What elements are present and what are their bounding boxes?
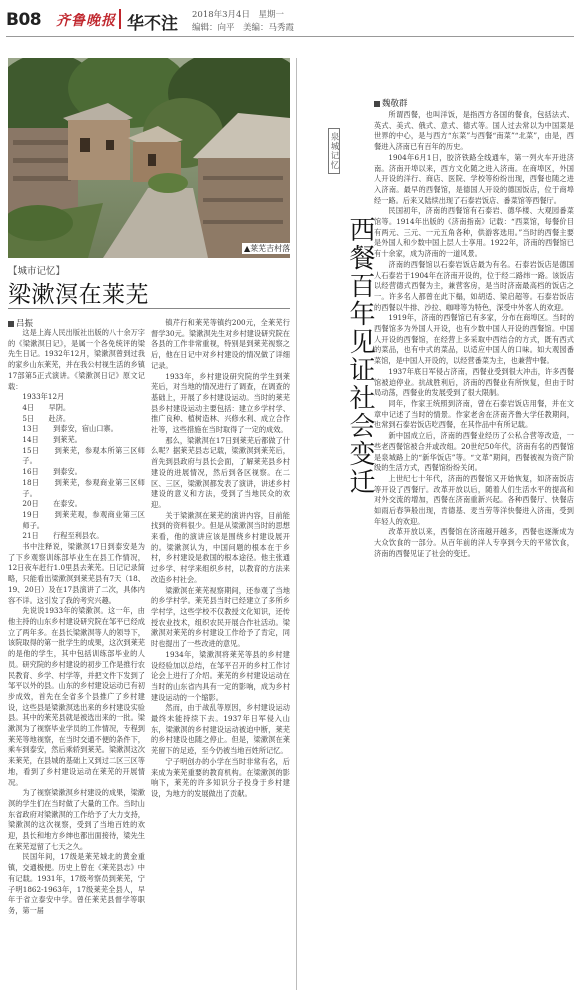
editor-credits: 编辑：向平 美编：马秀霞: [192, 23, 295, 33]
diary-entry: 1933年12月: [22, 392, 65, 402]
right-paragraph: 同年，作家王统照到济南，曾在石泰岩饭店用餐，并在文章中记述了当时的情景。作家老舍在济南齐鲁大学任教期间，也常到石泰岩饭店吃西餐，在其作品中有所记载。: [374, 398, 574, 430]
page-number: B08: [6, 10, 42, 30]
left-title-rule: [8, 308, 290, 309]
right-article-body: [374, 110, 574, 990]
left-paragraph: 书中注释说，梁漱溟17日到泰安是为了下乡观察训练部毕业生在县工作情况，12日夜车赶行1.0里县去莱芜。日记记录简略，只能看出梁漱溟到莱芜县有7天（18、19、20日）及在17县演讲了二次，具体内容不详。这引发了我的考究兴趣。: [8, 542, 145, 605]
left-paragraph: 然而，由于战乱等原因，乡村建设运动最终未能持续下去。1937年日军侵入山东，梁漱溟的乡村建设运动被迫中断，莱芜的乡村建设也随之停止。但是，梁漱溟在莱芜留下的足迹，至今仍被当地百姓所记忆。: [151, 703, 290, 756]
right-paragraph: 改革开放以来，西餐馆在济南越开越多，西餐也逐渐成为大众饮食的一部分。从百年前的洋人专享到今天的平常饮食，济南的西餐见证了社会的变迁。: [374, 527, 574, 558]
left-author-name: 吕振: [16, 319, 34, 329]
right-paragraph: 新中国成立后，济南的西餐业经历了公私合营等改造，一些老西餐馆被合并或改组。20世纪50年代，济南有名的西餐馆是泉城路上的“新华饭店”等。“文革”期间，西餐被视为资产阶级的生活方式，西餐馆纷纷关闭。: [374, 431, 574, 473]
left-paragraph: 民国年间，17级是莱芜城北的黄金重镇，交通极便。历史上曾在《莱芜县志》中有记载。1931年，17级考察员到莱芜，宁子明1862-1963年，17级莱芜全县人，早年于省立泰安中学。曾任莱芜县督学等职务，第一届: [8, 852, 145, 915]
right-paragraph: 1904年6月1日，胶济铁路全线通车，第一列火车开进济南。济南开埠以来，西方文化随之进入济南。在商埠区，外国人开设的洋行、商店、医院、学校等纷纷出现，西餐也随之进入济南。最早的西餐馆，是德国人开设的德国饭店，位于商埠经一路。后来又陆续出现了石泰岩饭店、番菜馆等西餐厅。: [374, 152, 574, 205]
left-paragraph: 那么，梁漱溟在17日到莱芜后都做了什么呢？据莱芜县志记载，梁漱溟到莱芜后，首先到县政府与县长会面，了解莱芜县乡村建设的进展情况，然后到各区视察。在二区、三区，梁漱溟都发表了演讲，讲述乡村建设的意义和方法，受到了当地民众的欢迎。: [151, 435, 290, 509]
village-photo: [8, 58, 290, 258]
right-author-name: 魏敬群: [382, 99, 408, 109]
left-paragraph: 1933年，乡村建设研究院的学生到莱芜后，对当地的情况进行了调查，在调查的基础上，开展了乡村建设运动。当时的莱芜县乡村建设运动主要包括：建立乡学村学、推广良种、植树造林、兴修水利、成立合作社等，这些措施在当时取得了一定的成效。: [151, 371, 290, 435]
left-paragraph: 镇芹行和莱芜等镇约200元，全莱芜行督学30元。梁漱溟先生对乡村建设研究院在各县的工作非常重视，特别是到莱芜视察之后，他在日记中对乡村建设的情况做了详细记录。: [151, 318, 290, 370]
right-paragraph: 济南的西餐馆以石泰岩饭店最为有名。石泰岩饭店是德国人石泰岩于1904年在济南开设的，位于经二路纬一路。该饭店以经营德式西餐为主，兼营客房，是当时济南最高档的饭店之一。许多名人都曾在此下榻，如胡适、梁启超等。石泰岩饭店的西餐以牛排、沙拉、咖啡等为特色，深受中外客人的欢迎。: [374, 259, 574, 312]
left-kicker-text: 城市记忆: [17, 266, 56, 277]
left-paragraph: 梁漱溟在莱芜视察期间，还参观了当地的乡学村学。莱芜县当时已经建立了多所乡学村学，这些学校不仅教授文化知识，还传授农业技术，组织农民开展合作社活动。梁漱溟对莱芜的乡村建设工作给予了肯定，同时也提出了一些改进的意见。: [151, 585, 290, 649]
left-paragraph: 宁子明创办的小学在当时非常有名，后来成为莱芜重要的教育机构。在梁漱溟的影响下，莱芜的许多知识分子投身于乡村建设，为地方的发展做出了贡献。: [151, 756, 290, 798]
column-divider: [296, 58, 297, 990]
right-article-kicker: [324, 128, 340, 174]
right-article-title: 西餐百年见证社会变迁: [345, 216, 375, 496]
diary-entry: 20日 在泰安。: [22, 499, 82, 509]
diary-entry: 19日 到莱芜观，参观商业第三区师子。: [22, 509, 145, 530]
right-paragraph: 民国初年，济南的西餐馆有石泰岩、德华楼、大观园番菜馆等。1914年出版的《济南指南》记载：“西菜馆，每餐价目有两元、三元、一元五角各种，供游客选用。”当时的西餐主要是外国人和少数中国上层人士享用。1922年，济南的西餐馆已有十余家，成为济南的一道风景。: [374, 206, 574, 259]
kicker-bracket-close: 】: [55, 266, 66, 277]
left-paragraph: 这是上海人民出版社出版的八十余万字的《梁漱溟日记》，是属一个各免统评的梁先生日记。1932年12月，梁漱溟曾到过我的家乡山东莱芜，并在我公村视生活的乡镇17部第5正式演讲。《梁漱溟日记》原文记载：: [8, 328, 145, 391]
header-rule: [6, 36, 574, 37]
diary-entry: 14日 到莱芜。: [22, 435, 82, 445]
right-paragraph: 1937年底日军侵占济南，西餐业受到很大冲击，许多西餐馆被迫停业。抗战胜利后，济南的西餐业有所恢复，但由于时局动荡，西餐业的发展受到了很大限制。: [374, 366, 574, 398]
diary-entry: 16日 到泰安。: [22, 467, 82, 477]
left-article-title: 梁漱溟在莱芜: [8, 282, 149, 308]
left-paragraph: 先说说1933年的梁漱溟。这一年，由他主持的山东乡村建设研究院在邹平已经成立了两年多。在县长梁漱溟等人的领导下，该院取得的第一批学生的成果，这次到莱芜的是他的学生，其中包括训练部毕业的人员。研究院的乡村建设的初步工作是推行农民教育、乡学、村学等，并把文件下发到了邹平以外的县。山东的乡村建设运动已有初步成效，首先在全省多个县推广了乡村建设，这些县是梁漱溟选出来的乡村建设实验县。其中的莱芜县就是被选出来的一批。梁漱溟为了视察毕业学员的工作情况，专程到莱芜等地视察，在当时交通不便的条件下，乘车到泰安，然后乘轿到莱芜。梁漱溟这次来莱芜，在县城的基础上又到过二区三区等地，看到了乡村建设运动在莱芜的开展情况。: [8, 606, 145, 787]
section-title: 华不注: [127, 14, 178, 34]
diary-entry: 15日 到莱芜，参观本所第三区师子。: [22, 445, 145, 466]
diary-entry: 13日 到泰安，宿山口寨。: [22, 424, 118, 434]
left-paragraph: 为了视察梁漱溟乡村建设的成果，梁漱溟的学生们在当时做了大量的工作。当时山东省政府对梁漱溟的工作给予了大力支持，梁漱溟的这次视察，受到了当地百姓的欢迎，县长和地方乡绅也都出面接待，梁先生在莱芜逗留了七天之久。: [8, 788, 145, 851]
right-kicker-text: 泉城记忆: [328, 128, 340, 174]
left-article-kicker: [8, 263, 65, 277]
author-marker-icon: [374, 101, 380, 107]
right-article-author: [374, 97, 408, 109]
left-paragraph: 关于梁漱溟在莱芜的演讲内容，目前能找到的资料很少。但是从梁漱溟当时的思想来看，他的演讲应该是围绕乡村建设展开的。梁漱溟认为，中国问题的根本在于乡村，乡村建设是救国的根本途径。他主张通过乡学、村学来组织乡村，以教育的方法来改造乡村社会。: [151, 510, 290, 584]
diary-entry: 21日 行程至利县农。: [22, 531, 104, 541]
left-paragraph: 1934年，梁漱溟将莱芜等县的乡村建设经验加以总结，在邹平召开的乡村工作讨论会上进行了介绍。莱芜的乡村建设运动在当时的山东省内具有一定的影响，成为乡村建设运动的一个缩影。: [151, 649, 290, 702]
diary-entry: 4日 早阴。: [22, 402, 71, 412]
author-marker-icon: [8, 321, 14, 327]
right-paragraph: 1919年，济南的西餐馆已有多家，分布在商埠区。当时的西餐馆多为外国人开设，也有少数中国人开设的西餐馆。中国人开设的西餐馆，在经营上多采取中西结合的方式，既有西式的菜品，也有中式的菜品，以适应中国人的口味。如大观园番菜馆，是中国人开设的，以经营番菜为主，也兼营中餐。: [374, 313, 574, 366]
right-paragraph: 上世纪七十年代，济南的西餐馆又开始恢复，如济南饭店等开设了西餐厅。改革开放以后，随着人们生活水平的提高和对外交流的增加，西餐在济南重新兴起。各种西餐厅、快餐店如雨后春笋般出现，肯德基、麦当劳等洋快餐进入济南，受到年轻人的欢迎。: [374, 473, 574, 526]
left-article-column-2: [151, 318, 290, 990]
diary-entry: 5日 赴济。: [22, 413, 71, 423]
diary-entry: 18日 到莱芜，参观商业第三区师子。: [22, 477, 145, 498]
photo-caption: ▲莱芜吉村落: [244, 244, 291, 253]
page-header: [6, 4, 574, 40]
issue-date: 2018年3月4日 星期一: [192, 10, 284, 20]
header-separator: [119, 9, 121, 29]
right-paragraph: 所谓西餐，也叫洋饭，是指西方各国的餐食，包括法式、英式、美式、俄式、意式、德式等。国人过去常以为中国菜是世界的中心，是与西方“东菜”与西餐“南菜”“北菜”，由是，西餐进入济南已有百年的历史。: [374, 110, 574, 152]
left-article-column-1: [8, 328, 145, 990]
newspaper-brand: 齐鲁晚报: [56, 13, 116, 29]
kicker-bracket-open: 【: [8, 266, 18, 277]
